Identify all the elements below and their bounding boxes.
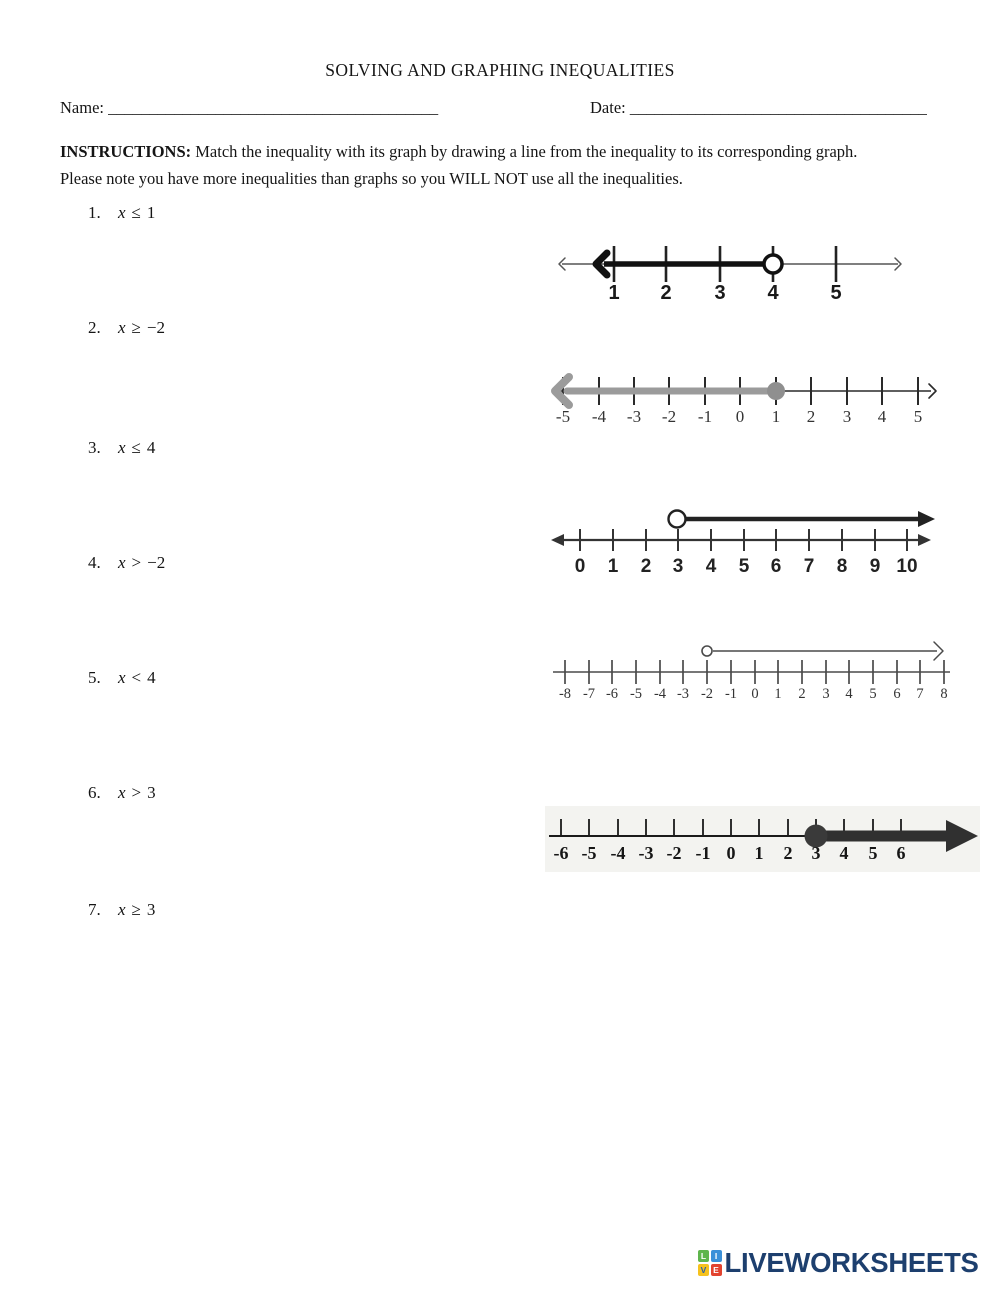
item-operator: ≥	[131, 900, 141, 919]
svg-text:6: 6	[896, 843, 906, 863]
svg-text:-2: -2	[661, 407, 677, 426]
svg-text:1: 1	[608, 282, 620, 302]
svg-text:1: 1	[607, 556, 619, 577]
inequality-item-7[interactable]	[88, 900, 155, 920]
svg-text:-4: -4	[653, 686, 667, 702]
number-line-graph-3[interactable]	[545, 502, 945, 587]
logo-square-l: L	[698, 1250, 709, 1262]
svg-text:4: 4	[767, 282, 779, 302]
svg-text:-3: -3	[676, 686, 690, 702]
number-line-svg	[545, 502, 945, 582]
svg-text:0: 0	[735, 407, 745, 426]
item-value: −2	[146, 318, 165, 337]
item-variable: x	[118, 318, 126, 337]
svg-text:2: 2	[806, 407, 816, 426]
item-operator: >	[131, 553, 142, 572]
date-label: Date:	[590, 98, 626, 117]
svg-text:5: 5	[738, 556, 750, 577]
svg-text:-4: -4	[591, 407, 607, 426]
number-line-svg	[545, 632, 957, 704]
svg-text:-4: -4	[610, 843, 626, 863]
date-row	[590, 98, 927, 118]
inequality-item-5[interactable]	[88, 668, 156, 688]
svg-text:0: 0	[751, 686, 759, 702]
date-blank-line: ____________________________________	[629, 98, 927, 117]
item-number: 1.	[88, 203, 101, 222]
item-number: 2.	[88, 318, 101, 337]
svg-text:-2: -2	[700, 686, 714, 702]
svg-text:8: 8	[836, 556, 848, 577]
svg-text:5: 5	[830, 282, 842, 302]
svg-text:6: 6	[770, 556, 782, 577]
liveworksheets-logo-wordmark: LIVEWORKSHEETS	[724, 1247, 979, 1278]
item-number: 6.	[88, 783, 101, 802]
item-operator: >	[131, 783, 142, 802]
item-value: 3	[146, 900, 156, 919]
item-operator: ≥	[131, 318, 141, 337]
svg-text:5: 5	[868, 843, 878, 863]
svg-text:1: 1	[771, 407, 781, 426]
item-variable: x	[118, 438, 126, 457]
svg-text:3: 3	[811, 843, 821, 863]
svg-text:-1: -1	[724, 686, 738, 702]
instructions-sentence-2: Please note you have more inequalities than graphs so you WILL NOT use all the inequalities.	[60, 168, 683, 188]
svg-text:2: 2	[798, 686, 806, 702]
svg-text:4: 4	[705, 556, 717, 577]
number-line-graph-2[interactable]	[545, 366, 945, 431]
logo-square-e: E	[711, 1264, 722, 1276]
svg-text:3: 3	[842, 407, 852, 426]
item-value: 4	[146, 438, 156, 457]
item-operator: <	[131, 668, 142, 687]
number-line-graph-5[interactable]	[545, 806, 980, 877]
liveworksheets-logo[interactable]	[698, 1247, 979, 1279]
number-line-graph-1[interactable]	[548, 238, 910, 307]
item-value: 3	[147, 783, 156, 802]
svg-text:-5: -5	[629, 686, 643, 702]
svg-text:2: 2	[783, 843, 793, 863]
svg-text:-1: -1	[695, 843, 711, 863]
svg-text:7: 7	[803, 556, 815, 577]
liveworksheets-logo-icon	[698, 1250, 722, 1276]
item-value: −2	[147, 553, 166, 572]
svg-text:2: 2	[660, 282, 672, 302]
svg-text:-6: -6	[553, 843, 569, 863]
svg-text:8: 8	[940, 686, 948, 702]
item-operator: ≤	[131, 203, 141, 222]
item-variable: x	[118, 668, 126, 687]
svg-text:1: 1	[774, 686, 782, 702]
inequality-item-3[interactable]	[88, 438, 155, 458]
svg-text:-5: -5	[555, 407, 571, 426]
number-line-svg	[548, 238, 910, 302]
instructions	[60, 139, 940, 192]
svg-text:4: 4	[839, 843, 849, 863]
instructions-label: INSTRUCTIONS:	[60, 142, 192, 161]
svg-text:7: 7	[916, 686, 924, 702]
svg-text:3: 3	[822, 686, 830, 702]
number-line-svg	[545, 806, 980, 872]
svg-text:9: 9	[869, 556, 881, 577]
svg-text:3: 3	[714, 282, 726, 302]
svg-text:-7: -7	[582, 686, 596, 702]
item-number: 5.	[88, 668, 101, 687]
svg-text:3: 3	[672, 556, 684, 577]
item-number: 7.	[88, 900, 101, 919]
svg-text:-2: -2	[666, 843, 682, 863]
svg-text:0: 0	[726, 843, 736, 863]
svg-text:-3: -3	[626, 407, 642, 426]
svg-text:-6: -6	[605, 686, 619, 702]
instructions-sentence-1: Match the inequality with its graph by drawing a line from the inequality to its corresponding graph.	[191, 142, 858, 161]
name-blank-line: ________________________________________	[108, 98, 439, 117]
svg-text:4: 4	[845, 686, 853, 702]
svg-text:-8: -8	[558, 686, 572, 702]
svg-text:5: 5	[913, 407, 923, 426]
item-value: 4	[147, 668, 156, 687]
page-title: SOLVING AND GRAPHING INEQUALITIES	[325, 60, 675, 80]
item-value: 1	[146, 203, 156, 222]
svg-text:1: 1	[754, 843, 764, 863]
item-variable: x	[118, 783, 126, 802]
item-variable: x	[118, 203, 126, 222]
svg-text:4: 4	[877, 407, 887, 426]
name-label: Name:	[60, 98, 104, 117]
svg-text:2: 2	[640, 556, 652, 577]
name-row	[60, 98, 438, 118]
item-number: 4.	[88, 553, 101, 572]
inequality-item-2[interactable]	[88, 318, 165, 338]
logo-square-i: I	[711, 1250, 722, 1262]
number-line-graph-4[interactable]	[545, 632, 957, 709]
inequality-item-4[interactable]	[88, 553, 165, 573]
svg-text:6: 6	[893, 686, 901, 702]
svg-text:10: 10	[896, 556, 918, 577]
svg-text:5: 5	[869, 686, 877, 702]
number-line-svg	[545, 366, 945, 426]
item-variable: x	[118, 900, 126, 919]
svg-text:-3: -3	[638, 843, 654, 863]
inequality-item-1[interactable]	[88, 203, 155, 223]
svg-text:-5: -5	[581, 843, 597, 863]
svg-text:-1: -1	[697, 407, 713, 426]
logo-square-v: V	[698, 1264, 709, 1276]
item-operator: ≤	[131, 438, 141, 457]
item-variable: x	[118, 553, 126, 572]
svg-text:0: 0	[574, 556, 586, 577]
inequality-item-6[interactable]	[88, 783, 156, 803]
item-number: 3.	[88, 438, 101, 457]
